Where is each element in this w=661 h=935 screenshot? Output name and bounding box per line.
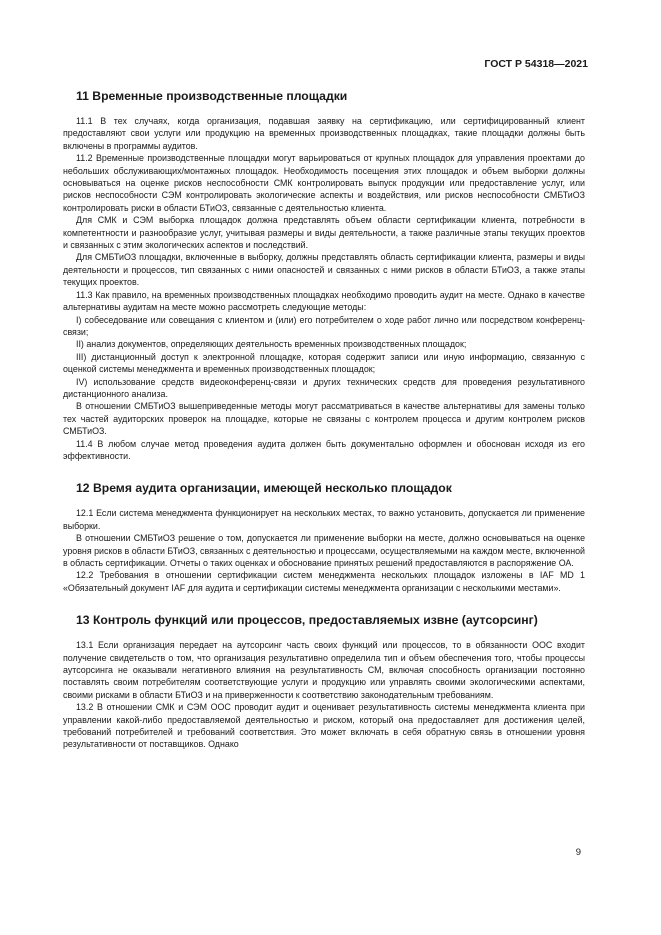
section-13-heading: 13 Контроль функций или процессов, предоставляемых извне (аутсорсинг) [76,613,538,628]
paragraph: 12.2 Требования в отношении сертификации систем менеджмента нескольких площадок изложены в IAF MD 1 «Обязательный документ IAF для аудита и сертификации системы менеджмента организации с несколькими местами». [63,570,585,593]
list-item: I) собеседование или совещания с клиентом и (или) его потребителем о ходе работ лично или посредством конференц-связи; [63,314,585,337]
paragraph: 11.1 В тех случаях, когда организация, подавшая заявку на сертификацию, или сертифицированный клиент предоставляют свои услуги или продукцию на временных производственных площадках, такие площадки должны быть включены в программы аудитов. [63,116,585,151]
paragraph: В отношении СМБТиОЗ решение о том, допускается ли применение выборки на месте, должно основываться на оценке уровня рисков в области БТиОЗ, связанных с деятельностью и процессами, осуществляемыми на каждом месте, включенной в область сертификации. Отчеты о таких оценках и обоснование принятых решений предоставляются в распоряжение ОА. [63,533,585,568]
paragraph: Для СМБТиОЗ площадки, включенные в выборку, должны представлять область сертификации клиента, размеры и виды деятельности и процессов, тип связанных с ними опасностей и связанных с ними рисков в области БТиОЗ, а также этапы текущих проектов. [63,252,585,288]
standard-number: ГОСТ Р 54318—2021 [484,58,588,70]
section-11-heading: 11 Временные производственные площадки [76,89,348,103]
paragraph: 11.2 Временные производственные площадки могут варьироваться от крупных площадок для управления проектами до небольших обслуживающих/монтажных площадок. Необходимость посещения этих площадок и объем выборки должны основываться на оценке рисков неспособности СМК контролировать выпуск продукции или предоставление услуг, или рисков неспособности СЭМ контролировать экологические аспекты и воздействия, или рисков неспособности СМБТиОЗ контролировать риски в области БТиОЗ, связанные с деятельностью клиента. [63,153,585,213]
paragraph: Для СМК и СЭМ выборка площадок должна представлять объем области сертификации клиента, потребности в компетентности и разнообразие услуг, учитывая размеры и виды деятельности, а также различные этапы текущих проектов и связанных с этим экологических аспектов и последствий. [63,215,585,251]
paragraph: 11.4 В любом случае метод проведения аудита должен быть документально оформлен и обоснован исходя из его эффективности. [63,438,585,461]
paragraph: 13.1 Если организация передает на аутсорсинг часть своих функций или процессов, то в обязанности ООС входит получение свидетельств о том, что организация результативно определила тип и объем обеспечения того, чтобы процессы аутсорсинга не оказывали негативного влияния на результативность СМ, включая способность организации постоянно поставлять своим потребителям соответствующие услуги и продукцию или управлять своими экологическими аспектами, своими рисками в области БТиОЗ и на приверженности к соответствию законодательным требованиям. [63,640,585,700]
section-gap [63,462,585,480]
list-item: II) анализ документов, определяющих деятельность временных производственных площадок; [76,339,467,350]
section-12-heading: 12 Время аудита организации, имеющей несколько площадок [76,481,452,496]
list-item: III) дистанционный доступ к электронной площадке, которая содержит записи или иную информацию, связанную с оценкой системы менеджмента и временных производственных площадок; [63,351,585,375]
section-gap [63,594,585,612]
paragraph: В отношении СМБТиОЗ вышеприведенные методы могут рассматриваться в качестве альтернативы для замены только тех частей аудиторских проверок на площадке, которые не связаны с контролем процесса и другим контролем рисков СМБТиОЗ. [63,401,585,437]
paragraph: 13.2 В отношении СМК и СЭМ ООС проводит аудит и оценивает результативность системы менеджмента клиента при управлении какой-либо предоставляемой деятельностью и риском, который она предоставляет для достижения целей, требований потребителей и требований соответствия. Это может включать в себя обратную связь в отношении уровня результативности от поставщиков. Однако [63,702,585,750]
page-number: 9 [575,847,581,858]
page-content [63,88,585,751]
paragraph: 12.1 Если система менеджмента функционирует на нескольких местах, то важно установить, допускается ли применение выборки. [63,508,585,531]
paragraph: 11.3 Как правило, на временных производственных площадках необходимо проводить аудит на месте. Однако в качестве альтернативы аудитам на месте можно рассмотреть следующие методы: [63,289,585,313]
list-item: IV) использование средств видеоконференц-связи и других технических средств для проведения результативного дистанционного анализа. [63,376,585,399]
